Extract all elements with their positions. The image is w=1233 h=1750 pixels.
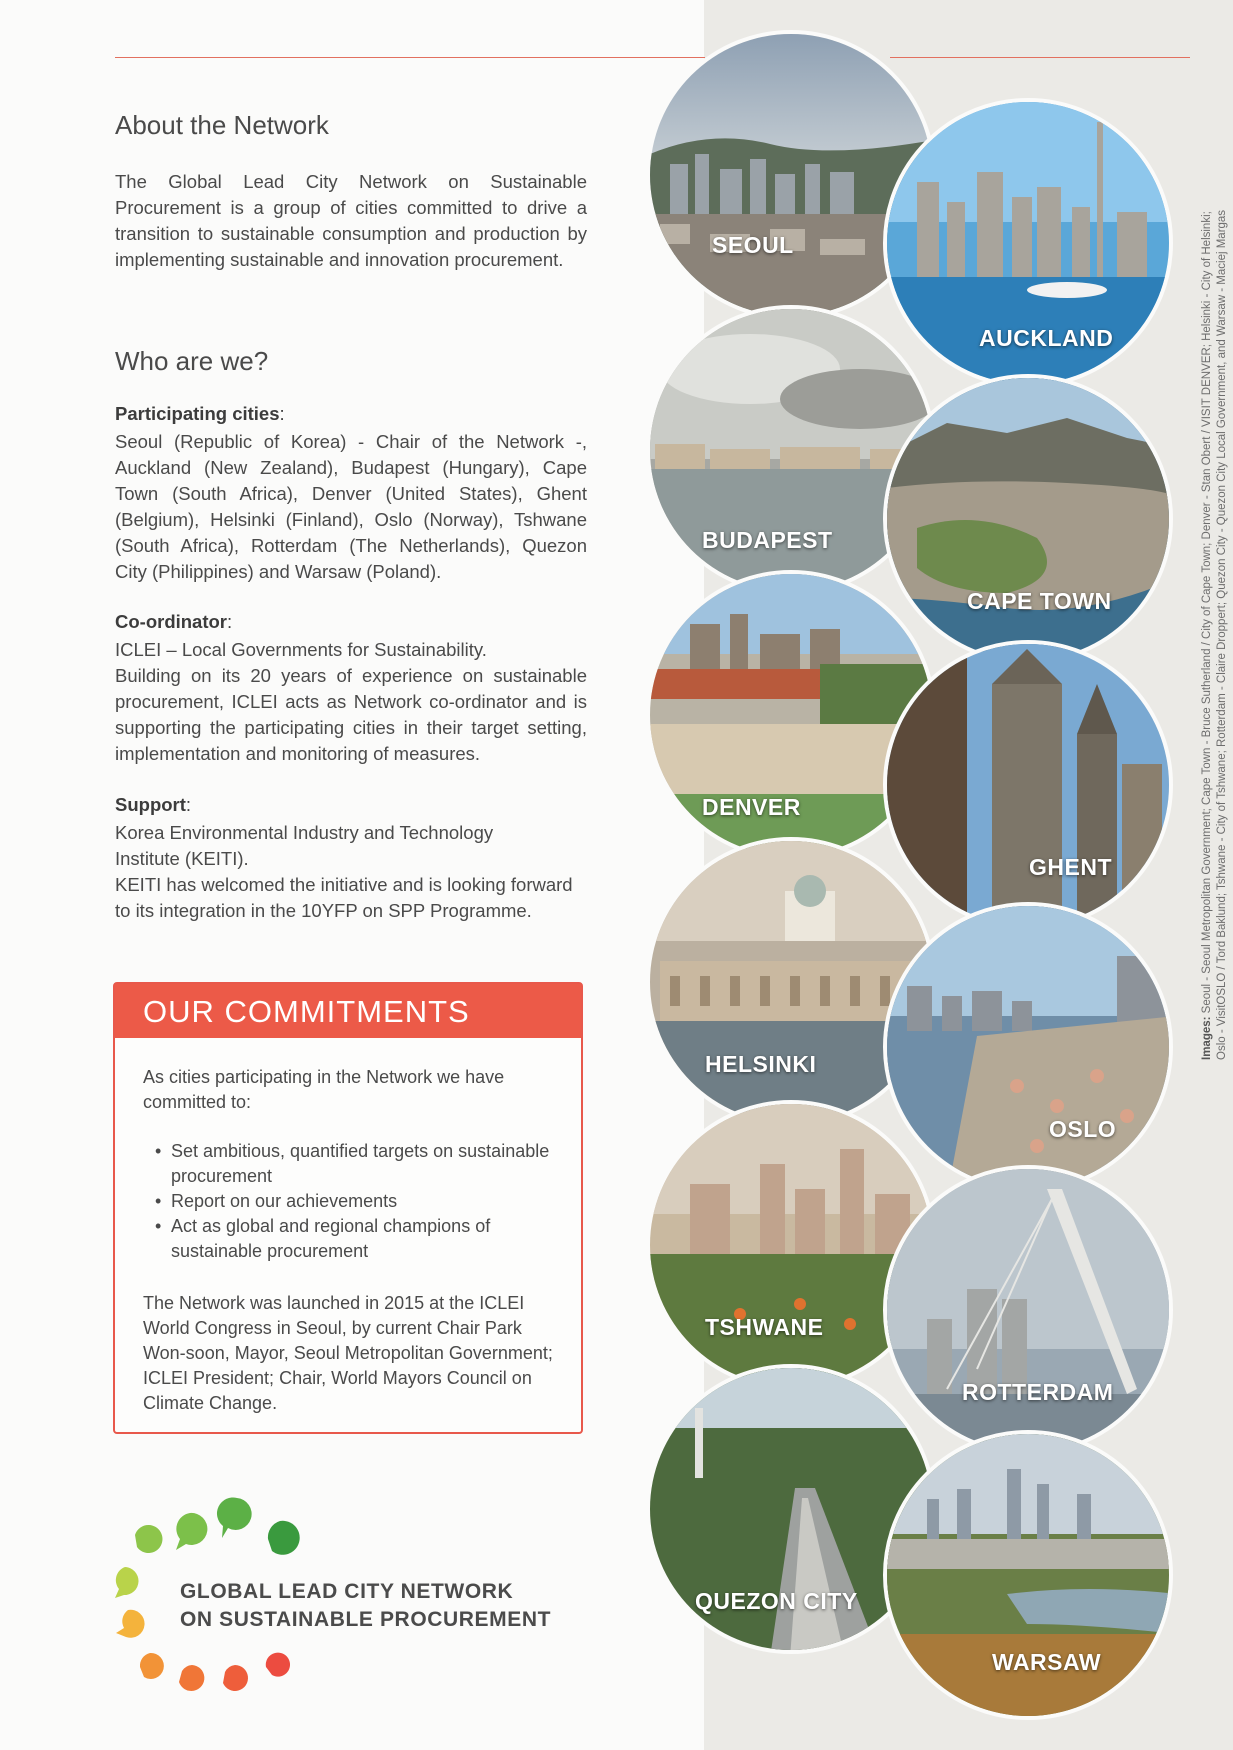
logo-line-2: ON SUSTAINABLE PROCUREMENT bbox=[180, 1608, 552, 1631]
logo-title bbox=[180, 1578, 551, 1634]
support-text: KEITI has welcomed the initiative and is looking forward to its integration in the 10YFP on SPP Programme. bbox=[115, 874, 573, 921]
logo-line-1: GLOBAL LEAD CITY NETWORK bbox=[180, 1580, 514, 1603]
commitments-closing: The Network was launched in 2015 at the ICLEI World Congress in Seoul, by current Chair Park Won-soon, Mayor, Seoul Metropolitan Government; ICLEI President; Chair, World Mayors Council on Climate Change. bbox=[143, 1293, 553, 1413]
city-label: WARSAW bbox=[992, 1649, 1102, 1675]
city-label: CAPE TOWN bbox=[967, 588, 1112, 614]
commitments-list bbox=[143, 1139, 558, 1264]
coordinator-line: ICLEI – Local Governments for Sustainability. bbox=[115, 639, 487, 660]
city-label: BUDAPEST bbox=[702, 527, 833, 553]
city-label: TSHWANE bbox=[705, 1314, 824, 1340]
city-label: QUEZON CITY bbox=[695, 1588, 858, 1614]
city-label: OSLO bbox=[1049, 1116, 1117, 1142]
image-credits bbox=[1200, 120, 1230, 1060]
city-label: GHENT bbox=[1029, 854, 1112, 880]
credits-line-1: Seoul - Seoul Metropolitan Government; Cape Town - Bruce Sutherland / City of Cape Town; Denver - Stan Obert / VISIT DENVER; Helsinki - City of Helsinki; bbox=[1201, 211, 1213, 1014]
participating-text: Seoul (Republic of Korea) - Chair of the Network -, Auckland (New Zealand), Budapest (Hungary), Cape Town (South Africa), Denver (United States), Ghent (Belgium), Helsinki (Finland), Oslo (Norway), Tshwane (South Africa), Rotterdam (The Netherlands), Quezon City (Philippines) and Warsaw (Poland). bbox=[115, 431, 587, 582]
credits-line-2: Oslo - VisitOSLO / Tord Baklund; Tshwane - City of Tshwane; Rotterdam - Claire Droppert; Quezon City - Quezon City Local Government, and Warsaw - Maciej Margas bbox=[1216, 209, 1228, 1060]
about-text: The Global Lead City Network on Sustainable Procurement is a group of cities committed to drive a transition to sustainable consumption and production by implementing sustainable and innovation procurement. bbox=[115, 171, 587, 270]
top-rule bbox=[115, 57, 705, 58]
city-label: AUCKLAND bbox=[979, 325, 1114, 351]
about-heading: About the Network bbox=[115, 110, 329, 140]
city-warsaw bbox=[883, 1430, 1173, 1720]
city-label: ROTTERDAM bbox=[962, 1379, 1114, 1405]
commitments-box bbox=[113, 982, 583, 1434]
who-heading: Who are we? bbox=[115, 346, 269, 376]
city-label: SEOUL bbox=[712, 232, 794, 258]
participating-label: Participating cities: bbox=[115, 403, 285, 424]
credits-label: Images: bbox=[1201, 1016, 1213, 1060]
coordinator-label: Co-ordinator: bbox=[115, 611, 233, 632]
commitments-header bbox=[115, 984, 581, 1038]
list-item: • Set ambitious, quantified targets on sustainable procurement bbox=[143, 1139, 558, 1189]
support-line: Korea Environmental Industry and Technology Institute (KEITI). bbox=[115, 822, 494, 869]
top-rule-right bbox=[890, 57, 1190, 58]
commitments-title: OUR COMMITMENTS bbox=[143, 994, 470, 1029]
list-item: • Act as global and regional champions of sustainable procurement bbox=[143, 1214, 558, 1264]
warsaw-photo bbox=[887, 1434, 1173, 1720]
city-label: HELSINKI bbox=[705, 1051, 817, 1077]
commitments-intro: As cities participating in the Network we have committed to: bbox=[143, 1067, 505, 1112]
city-label: DENVER bbox=[702, 794, 801, 820]
list-item: • Report on our achievements bbox=[143, 1189, 558, 1214]
coordinator-text: Building on its 20 years of experience on sustainable procurement, ICLEI acts as Network co-ordinator and is supporting the participating cities in their target setting, implementation and monitoring of measures. bbox=[115, 665, 587, 764]
support-label: Support: bbox=[115, 794, 192, 815]
